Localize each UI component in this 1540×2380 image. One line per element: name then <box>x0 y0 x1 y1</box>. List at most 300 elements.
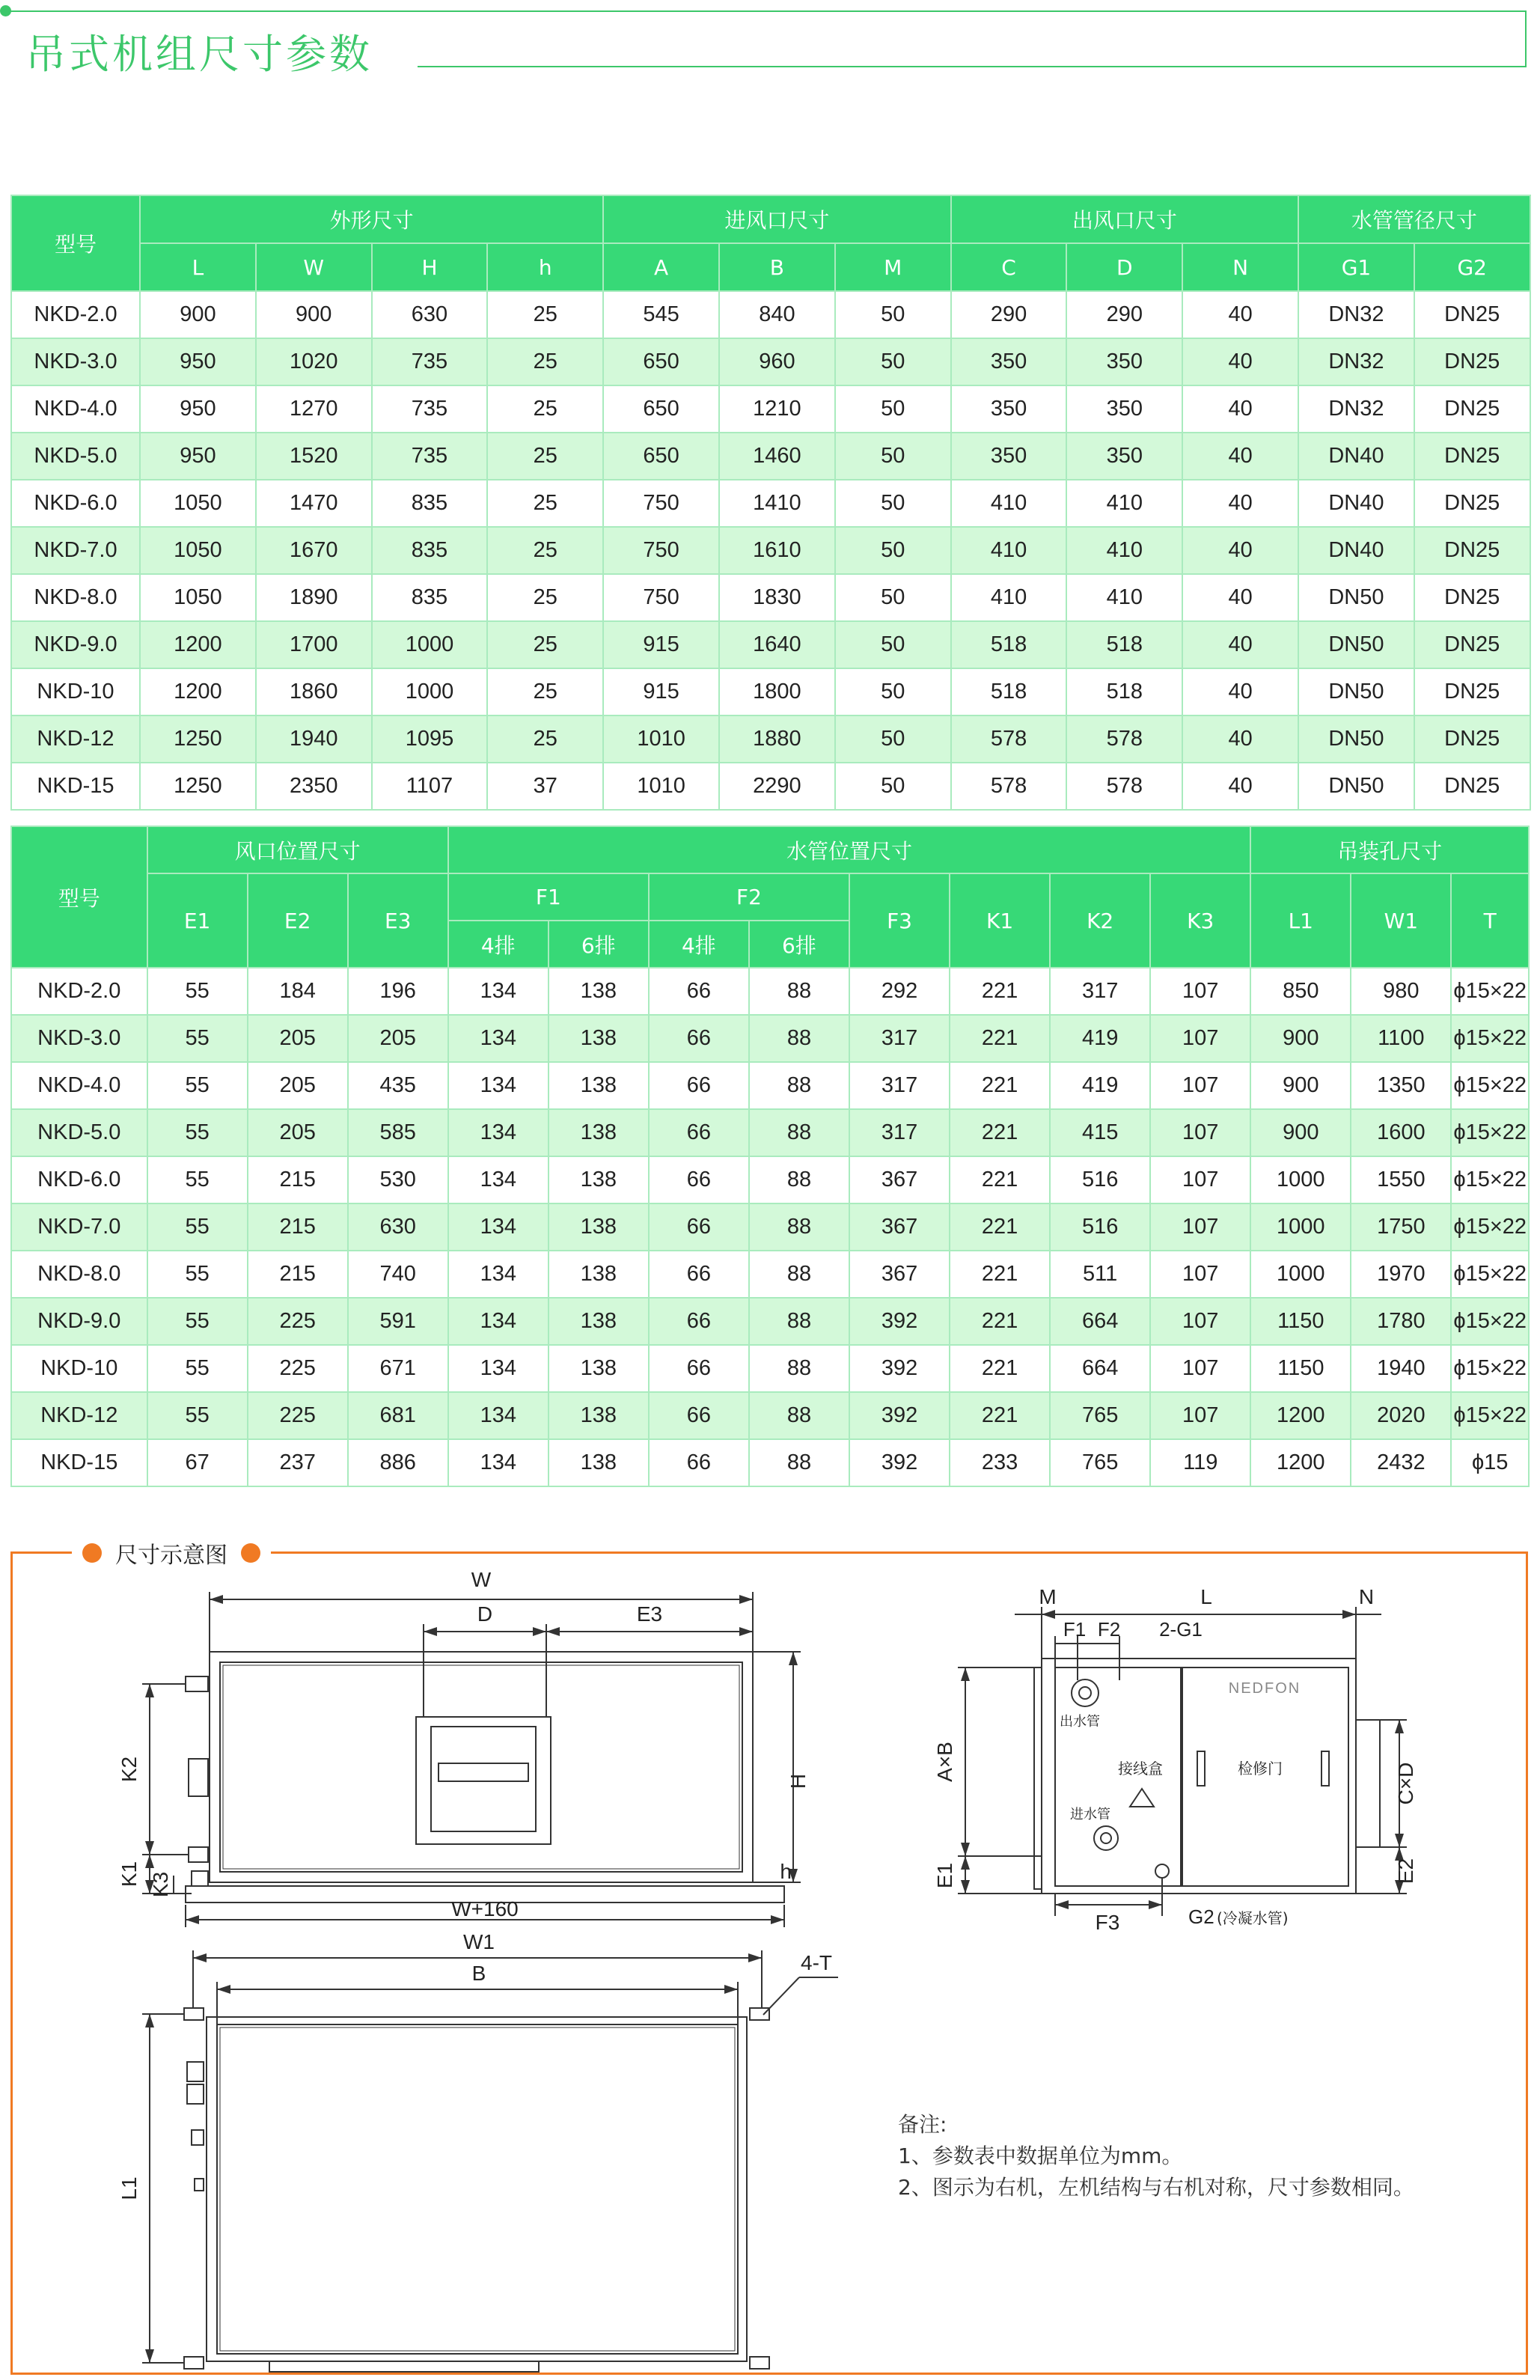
dim-g2: G2 <box>1188 1905 1214 1928</box>
table-cell: 134 <box>448 1251 549 1298</box>
table-cell: 735 <box>372 433 488 480</box>
table-cell: 184 <box>248 968 348 1015</box>
table-cell: 50 <box>835 338 951 385</box>
table-cell: 900 <box>140 291 256 338</box>
table-cell: 221 <box>950 1298 1050 1345</box>
table-cell: 980 <box>1351 968 1451 1015</box>
table-cell: 518 <box>1066 668 1182 715</box>
table-cell: 630 <box>348 1203 448 1251</box>
dim-h: H <box>786 1773 810 1789</box>
table-cell: 225 <box>248 1392 348 1439</box>
table-cell: 107 <box>1150 1298 1250 1345</box>
model-cell: NKD-15 <box>11 763 140 810</box>
table-cell: 835 <box>372 574 488 621</box>
dim-small-h: h <box>780 1860 792 1883</box>
table-cell: 138 <box>549 1251 649 1298</box>
notes-heading: 备注: <box>898 2112 947 2137</box>
table-cell: 221 <box>950 1203 1050 1251</box>
table-cell: ϕ15×22 <box>1451 1156 1529 1203</box>
group-header: 吊装孔尺寸 <box>1250 826 1529 873</box>
column-header: W <box>256 243 372 291</box>
table-cell: 88 <box>749 1015 849 1062</box>
table-cell: 317 <box>1050 968 1150 1015</box>
table-cell: 350 <box>951 433 1067 480</box>
page-title: 吊式机组尺寸参数 <box>25 31 373 78</box>
table-cell: 221 <box>950 1062 1050 1109</box>
table-cell: 516 <box>1050 1156 1150 1203</box>
table-cell: 50 <box>835 668 951 715</box>
table-cell: 40 <box>1182 385 1298 433</box>
table-cell: 1200 <box>140 621 256 668</box>
model-cell: NKD-12 <box>11 715 140 763</box>
sub-column-header: 4排 <box>448 921 549 968</box>
table-cell: 221 <box>950 1156 1050 1203</box>
table-cell: 205 <box>248 1015 348 1062</box>
table-cell: 511 <box>1050 1251 1150 1298</box>
table-cell: 350 <box>951 385 1067 433</box>
model-cell: NKD-7.0 <box>11 527 140 574</box>
table-cell: ϕ15 <box>1451 1439 1529 1486</box>
table-cell: 410 <box>1066 480 1182 527</box>
dim-f2: F2 <box>1097 1618 1121 1641</box>
column-header: D <box>1066 243 1182 291</box>
table-cell: 1050 <box>140 574 256 621</box>
model-cell: NKD-8.0 <box>11 1251 147 1298</box>
table-cell: 88 <box>749 1062 849 1109</box>
table-cell: 765 <box>1050 1392 1150 1439</box>
table-cell: 840 <box>719 291 835 338</box>
table-cell: 25 <box>487 715 603 763</box>
table-cell: 750 <box>603 527 719 574</box>
table-cell: 740 <box>348 1251 448 1298</box>
model-cell: NKD-3.0 <box>11 338 140 385</box>
table-cell: 107 <box>1150 1392 1250 1439</box>
table-cell: 1470 <box>256 480 372 527</box>
table-cell: 37 <box>487 763 603 810</box>
table-cell: ϕ15×22 <box>1451 1251 1529 1298</box>
model-cell: NKD-4.0 <box>11 385 140 433</box>
table-cell: 221 <box>950 1015 1050 1062</box>
table-cell: 392 <box>849 1392 950 1439</box>
access-door-label: 检修门 <box>1238 1760 1283 1778</box>
table-cell: 25 <box>487 338 603 385</box>
table-cell: DN50 <box>1298 621 1414 668</box>
table-cell: 88 <box>749 1203 849 1251</box>
table-cell: DN40 <box>1298 480 1414 527</box>
table-cell: 134 <box>448 1015 549 1062</box>
table-cell: 107 <box>1150 1345 1250 1392</box>
notes-line-2: 2、图示为右机，左机结构与右机对称，尺寸参数相同。 <box>898 2175 1414 2200</box>
table-cell: 317 <box>849 1109 950 1156</box>
front-view-labels <box>117 1568 810 1920</box>
table-cell: 221 <box>950 1251 1050 1298</box>
table-cell: 134 <box>448 1392 549 1439</box>
table-cell: 134 <box>448 1298 549 1345</box>
model-cell: NKD-2.0 <box>11 968 147 1015</box>
table-cell: DN50 <box>1298 574 1414 621</box>
table-cell: 50 <box>835 763 951 810</box>
table-cell: 292 <box>849 968 950 1015</box>
table-cell: 205 <box>248 1062 348 1109</box>
table-cell: 290 <box>1066 291 1182 338</box>
table-cell: 66 <box>649 1203 749 1251</box>
table-cell: 55 <box>147 1062 248 1109</box>
model-header: 型号 <box>11 826 147 968</box>
table-cell: DN40 <box>1298 433 1414 480</box>
table-cell: 40 <box>1182 527 1298 574</box>
table-cell: 290 <box>951 291 1067 338</box>
model-cell: NKD-6.0 <box>11 1156 147 1203</box>
table-cell: 750 <box>603 574 719 621</box>
group-header: 外形尺寸 <box>140 195 603 243</box>
table-cell: 50 <box>835 480 951 527</box>
table-cell: 66 <box>649 1156 749 1203</box>
table-cell: 138 <box>549 1439 649 1486</box>
table-cell: 221 <box>950 968 1050 1015</box>
sub-column-header: 4排 <box>649 921 749 968</box>
table-cell: 410 <box>951 574 1067 621</box>
table-cell: 55 <box>147 1392 248 1439</box>
table-cell: 1520 <box>256 433 372 480</box>
column-header: h <box>487 243 603 291</box>
table-cell: 88 <box>749 1156 849 1203</box>
table-cell: 40 <box>1182 668 1298 715</box>
table-cell: 1460 <box>719 433 835 480</box>
model-cell: NKD-9.0 <box>11 621 140 668</box>
table-cell: DN50 <box>1298 668 1414 715</box>
table-cell: 233 <box>950 1439 1050 1486</box>
dim-k3: K3 <box>149 1871 172 1898</box>
table-cell: 1970 <box>1351 1251 1451 1298</box>
table-cell: 55 <box>147 1156 248 1203</box>
table-cell: 134 <box>448 1439 549 1486</box>
table-cell: 350 <box>1066 385 1182 433</box>
table-cell: 25 <box>487 291 603 338</box>
table-cell: 578 <box>1066 715 1182 763</box>
column-header: C <box>951 243 1067 291</box>
table-cell: 88 <box>749 1109 849 1156</box>
table-cell: DN25 <box>1414 385 1530 433</box>
table-cell: 107 <box>1150 1109 1250 1156</box>
table-cell: 134 <box>448 1156 549 1203</box>
column-header: K2 <box>1050 873 1150 968</box>
table-cell: 138 <box>549 968 649 1015</box>
table-cell: 1000 <box>1250 1203 1351 1251</box>
table-cell: 40 <box>1182 621 1298 668</box>
table-cell: 915 <box>603 621 719 668</box>
table-cell: 25 <box>487 621 603 668</box>
table-cell: 664 <box>1050 1345 1150 1392</box>
table-cell: 1750 <box>1351 1203 1451 1251</box>
table-cell: DN25 <box>1414 668 1530 715</box>
table-cell: 1100 <box>1351 1015 1451 1062</box>
column-header: B <box>719 243 835 291</box>
notes-line-1: 1、参数表中数据单位为mm。 <box>898 2143 1183 2168</box>
table-cell: 1610 <box>719 527 835 574</box>
table-cell: 2350 <box>256 763 372 810</box>
table-cell: ϕ15×22 <box>1451 1015 1529 1062</box>
table-cell: 55 <box>147 1251 248 1298</box>
table-cell: 350 <box>951 338 1067 385</box>
table-cell: 107 <box>1150 1015 1250 1062</box>
table-cell: ϕ15×22 <box>1451 1298 1529 1345</box>
table-cell: 55 <box>147 1015 248 1062</box>
table-cell: ϕ15×22 <box>1451 1392 1529 1439</box>
model-cell: NKD-5.0 <box>11 1109 147 1156</box>
inlet-label: 进水管 <box>1070 1807 1110 1822</box>
table-cell: 88 <box>749 1251 849 1298</box>
column-header: E3 <box>348 873 448 968</box>
table-cell: 735 <box>372 385 488 433</box>
table-cell: 1010 <box>603 715 719 763</box>
column-header: M <box>835 243 951 291</box>
table-cell: 671 <box>348 1345 448 1392</box>
table-cell: 950 <box>140 433 256 480</box>
table-cell: 50 <box>835 385 951 433</box>
column-header: G1 <box>1298 243 1414 291</box>
table-cell: 88 <box>749 1392 849 1439</box>
column-header: E2 <box>248 873 348 968</box>
table-cell: 88 <box>749 1345 849 1392</box>
table-cell: 66 <box>649 1015 749 1062</box>
table-cell: ϕ15×22 <box>1451 1109 1529 1156</box>
table-cell: 545 <box>603 291 719 338</box>
table-cell: ϕ15×22 <box>1451 1345 1529 1392</box>
table-cell: 681 <box>348 1392 448 1439</box>
column-header: E1 <box>147 873 248 968</box>
table-cell: DN32 <box>1298 338 1414 385</box>
table-cell: 578 <box>951 763 1067 810</box>
group-header: 风口位置尺寸 <box>147 826 448 873</box>
table-cell: 1410 <box>719 480 835 527</box>
table-cell: 392 <box>849 1345 950 1392</box>
table-cell: 25 <box>487 668 603 715</box>
table-cell: 1940 <box>1351 1345 1451 1392</box>
table-cell: DN50 <box>1298 715 1414 763</box>
dim-g2-note: (冷凝水管) <box>1217 1909 1289 1927</box>
table-cell: 205 <box>248 1109 348 1156</box>
table-cell: 40 <box>1182 715 1298 763</box>
table-cell: 835 <box>372 527 488 574</box>
dim-4t: 4-T <box>801 1951 832 1974</box>
table-cell: 1010 <box>603 763 719 810</box>
column-header: F1 <box>448 873 649 921</box>
table-cell: 107 <box>1150 1156 1250 1203</box>
table-cell: DN25 <box>1414 433 1530 480</box>
table-cell: 55 <box>147 968 248 1015</box>
table-cell: 225 <box>248 1345 348 1392</box>
model-cell: NKD-4.0 <box>11 1062 147 1109</box>
table-cell: DN32 <box>1298 291 1414 338</box>
table-cell: 66 <box>649 1251 749 1298</box>
table-cell: DN50 <box>1298 763 1414 810</box>
table-cell: 2290 <box>719 763 835 810</box>
table-cell: 950 <box>140 338 256 385</box>
table-cell: 1000 <box>1250 1156 1351 1203</box>
table-cell: 850 <box>1250 968 1351 1015</box>
table-cell: 410 <box>951 527 1067 574</box>
table-cell: 518 <box>951 621 1067 668</box>
table-cell: 1890 <box>256 574 372 621</box>
model-cell: NKD-6.0 <box>11 480 140 527</box>
table-cell: 835 <box>372 480 488 527</box>
table-cell: 1000 <box>372 668 488 715</box>
table-cell: 50 <box>835 291 951 338</box>
table-cell: ϕ15×22 <box>1451 1062 1529 1109</box>
column-header: F2 <box>649 873 849 921</box>
dim-cxd: C×D <box>1394 1762 1417 1805</box>
table-cell: 50 <box>835 574 951 621</box>
table-cell: 317 <box>849 1015 950 1062</box>
model-cell: NKD-10 <box>11 1345 147 1392</box>
model-cell: NKD-2.0 <box>11 291 140 338</box>
table-cell: DN25 <box>1414 338 1530 385</box>
table-cell: 25 <box>487 385 603 433</box>
table-cell: 591 <box>348 1298 448 1345</box>
table-cell: 107 <box>1150 1251 1250 1298</box>
dim-e1: E1 <box>933 1862 956 1889</box>
model-cell: NKD-5.0 <box>11 433 140 480</box>
table-cell: 221 <box>950 1109 1050 1156</box>
table-cell: 40 <box>1182 574 1298 621</box>
column-header: L <box>140 243 256 291</box>
table-cell: 578 <box>951 715 1067 763</box>
table-cell: 1250 <box>140 715 256 763</box>
table-cell: 50 <box>835 715 951 763</box>
table-cell: 1700 <box>256 621 372 668</box>
table-cell: DN25 <box>1414 715 1530 763</box>
table-cell: 585 <box>348 1109 448 1156</box>
table-cell: 215 <box>248 1251 348 1298</box>
table-cell: 134 <box>448 968 549 1015</box>
table-cell: 1830 <box>719 574 835 621</box>
table-cell: 88 <box>749 1298 849 1345</box>
column-header: L1 <box>1250 873 1351 968</box>
table-cell: 66 <box>649 1109 749 1156</box>
dim-k1: K1 <box>117 1861 141 1888</box>
table-cell: 410 <box>1066 527 1182 574</box>
table-cell: 138 <box>549 1392 649 1439</box>
dim-m: M <box>1039 1585 1057 1608</box>
table-cell: 25 <box>487 527 603 574</box>
table-cell: 55 <box>147 1203 248 1251</box>
table-cell: 392 <box>849 1298 950 1345</box>
table-cell: 1250 <box>140 763 256 810</box>
table-cell: 1200 <box>1250 1392 1351 1439</box>
table-cell: 237 <box>248 1439 348 1486</box>
table-cell: 55 <box>147 1109 248 1156</box>
notes <box>898 2109 1414 2203</box>
table-cell: 215 <box>248 1203 348 1251</box>
table-cell: 138 <box>549 1203 649 1251</box>
dim-n: N <box>1358 1585 1375 1608</box>
table-cell: 1800 <box>719 668 835 715</box>
table-cell: 205 <box>348 1015 448 1062</box>
top-view <box>142 1950 838 2372</box>
table-cell: 578 <box>1066 763 1182 810</box>
table-cell: 915 <box>603 668 719 715</box>
table-cell: 1050 <box>140 480 256 527</box>
table-cell: 138 <box>549 1109 649 1156</box>
table-cell: 40 <box>1182 480 1298 527</box>
model-header: 型号 <box>11 195 140 291</box>
top-view-labels <box>117 1930 832 2200</box>
junction-box-label: 接线盒 <box>1118 1760 1163 1778</box>
dim-f1: F1 <box>1063 1618 1087 1641</box>
table-cell: 138 <box>549 1015 649 1062</box>
table-cell: 55 <box>147 1345 248 1392</box>
column-header: W1 <box>1351 873 1451 968</box>
column-header: F3 <box>849 873 950 968</box>
table-cell: 221 <box>950 1345 1050 1392</box>
table-cell: 134 <box>448 1203 549 1251</box>
table-cell: 392 <box>849 1439 950 1486</box>
group-header: 出风口尺寸 <box>951 195 1298 243</box>
table-cell: DN40 <box>1298 527 1414 574</box>
table-cell: 435 <box>348 1062 448 1109</box>
dim-w1: W1 <box>463 1930 495 1953</box>
model-cell: NKD-3.0 <box>11 1015 147 1062</box>
table-cell: 1020 <box>256 338 372 385</box>
table-cell: DN25 <box>1414 763 1530 810</box>
column-header: K1 <box>950 873 1050 968</box>
table-cell: 1550 <box>1351 1156 1451 1203</box>
column-header: A <box>603 243 719 291</box>
dim-b: B <box>471 1962 486 1985</box>
table-cell: 134 <box>448 1062 549 1109</box>
diagram-title: 尺寸示意图 <box>115 1543 227 1569</box>
dim-g1: 2-G1 <box>1159 1618 1203 1641</box>
model-cell: NKD-15 <box>11 1439 147 1486</box>
table-cell: 1107 <box>372 763 488 810</box>
table-cell: 950 <box>140 385 256 433</box>
brand-logo: NEDFON <box>1228 1680 1301 1697</box>
table-cell: DN25 <box>1414 291 1530 338</box>
table-cell: 630 <box>372 291 488 338</box>
table-cell: ϕ15×22 <box>1451 968 1529 1015</box>
table-cell: 350 <box>1066 433 1182 480</box>
model-cell: NKD-9.0 <box>11 1298 147 1345</box>
table-cell: 750 <box>603 480 719 527</box>
table-cell: 960 <box>719 338 835 385</box>
column-header: G2 <box>1414 243 1530 291</box>
table-cell: 66 <box>649 1298 749 1345</box>
table-cell: DN25 <box>1414 480 1530 527</box>
column-header: T <box>1451 873 1529 968</box>
dim-k2: K2 <box>117 1756 141 1783</box>
table-cell: 650 <box>603 338 719 385</box>
table-cell: 66 <box>649 1392 749 1439</box>
table-cell: DN32 <box>1298 385 1414 433</box>
table-cell: 415 <box>1050 1109 1150 1156</box>
table-cell: 1050 <box>140 527 256 574</box>
dim-d: D <box>477 1602 493 1626</box>
table-cell: 40 <box>1182 291 1298 338</box>
table-cell: 134 <box>448 1109 549 1156</box>
table-cell: 196 <box>348 968 448 1015</box>
table-cell: 419 <box>1050 1015 1150 1062</box>
dim-e2: E2 <box>1394 1858 1417 1885</box>
table-cell: 66 <box>649 1345 749 1392</box>
table-cell: 66 <box>649 1439 749 1486</box>
model-cell: NKD-7.0 <box>11 1203 147 1251</box>
side-view-labels <box>933 1585 1417 1934</box>
group-header: 水管位置尺寸 <box>448 826 1251 873</box>
table-cell: 516 <box>1050 1203 1150 1251</box>
model-cell: NKD-12 <box>11 1392 147 1439</box>
table-cell: 1200 <box>1250 1439 1351 1486</box>
table-cell: 1600 <box>1351 1109 1451 1156</box>
